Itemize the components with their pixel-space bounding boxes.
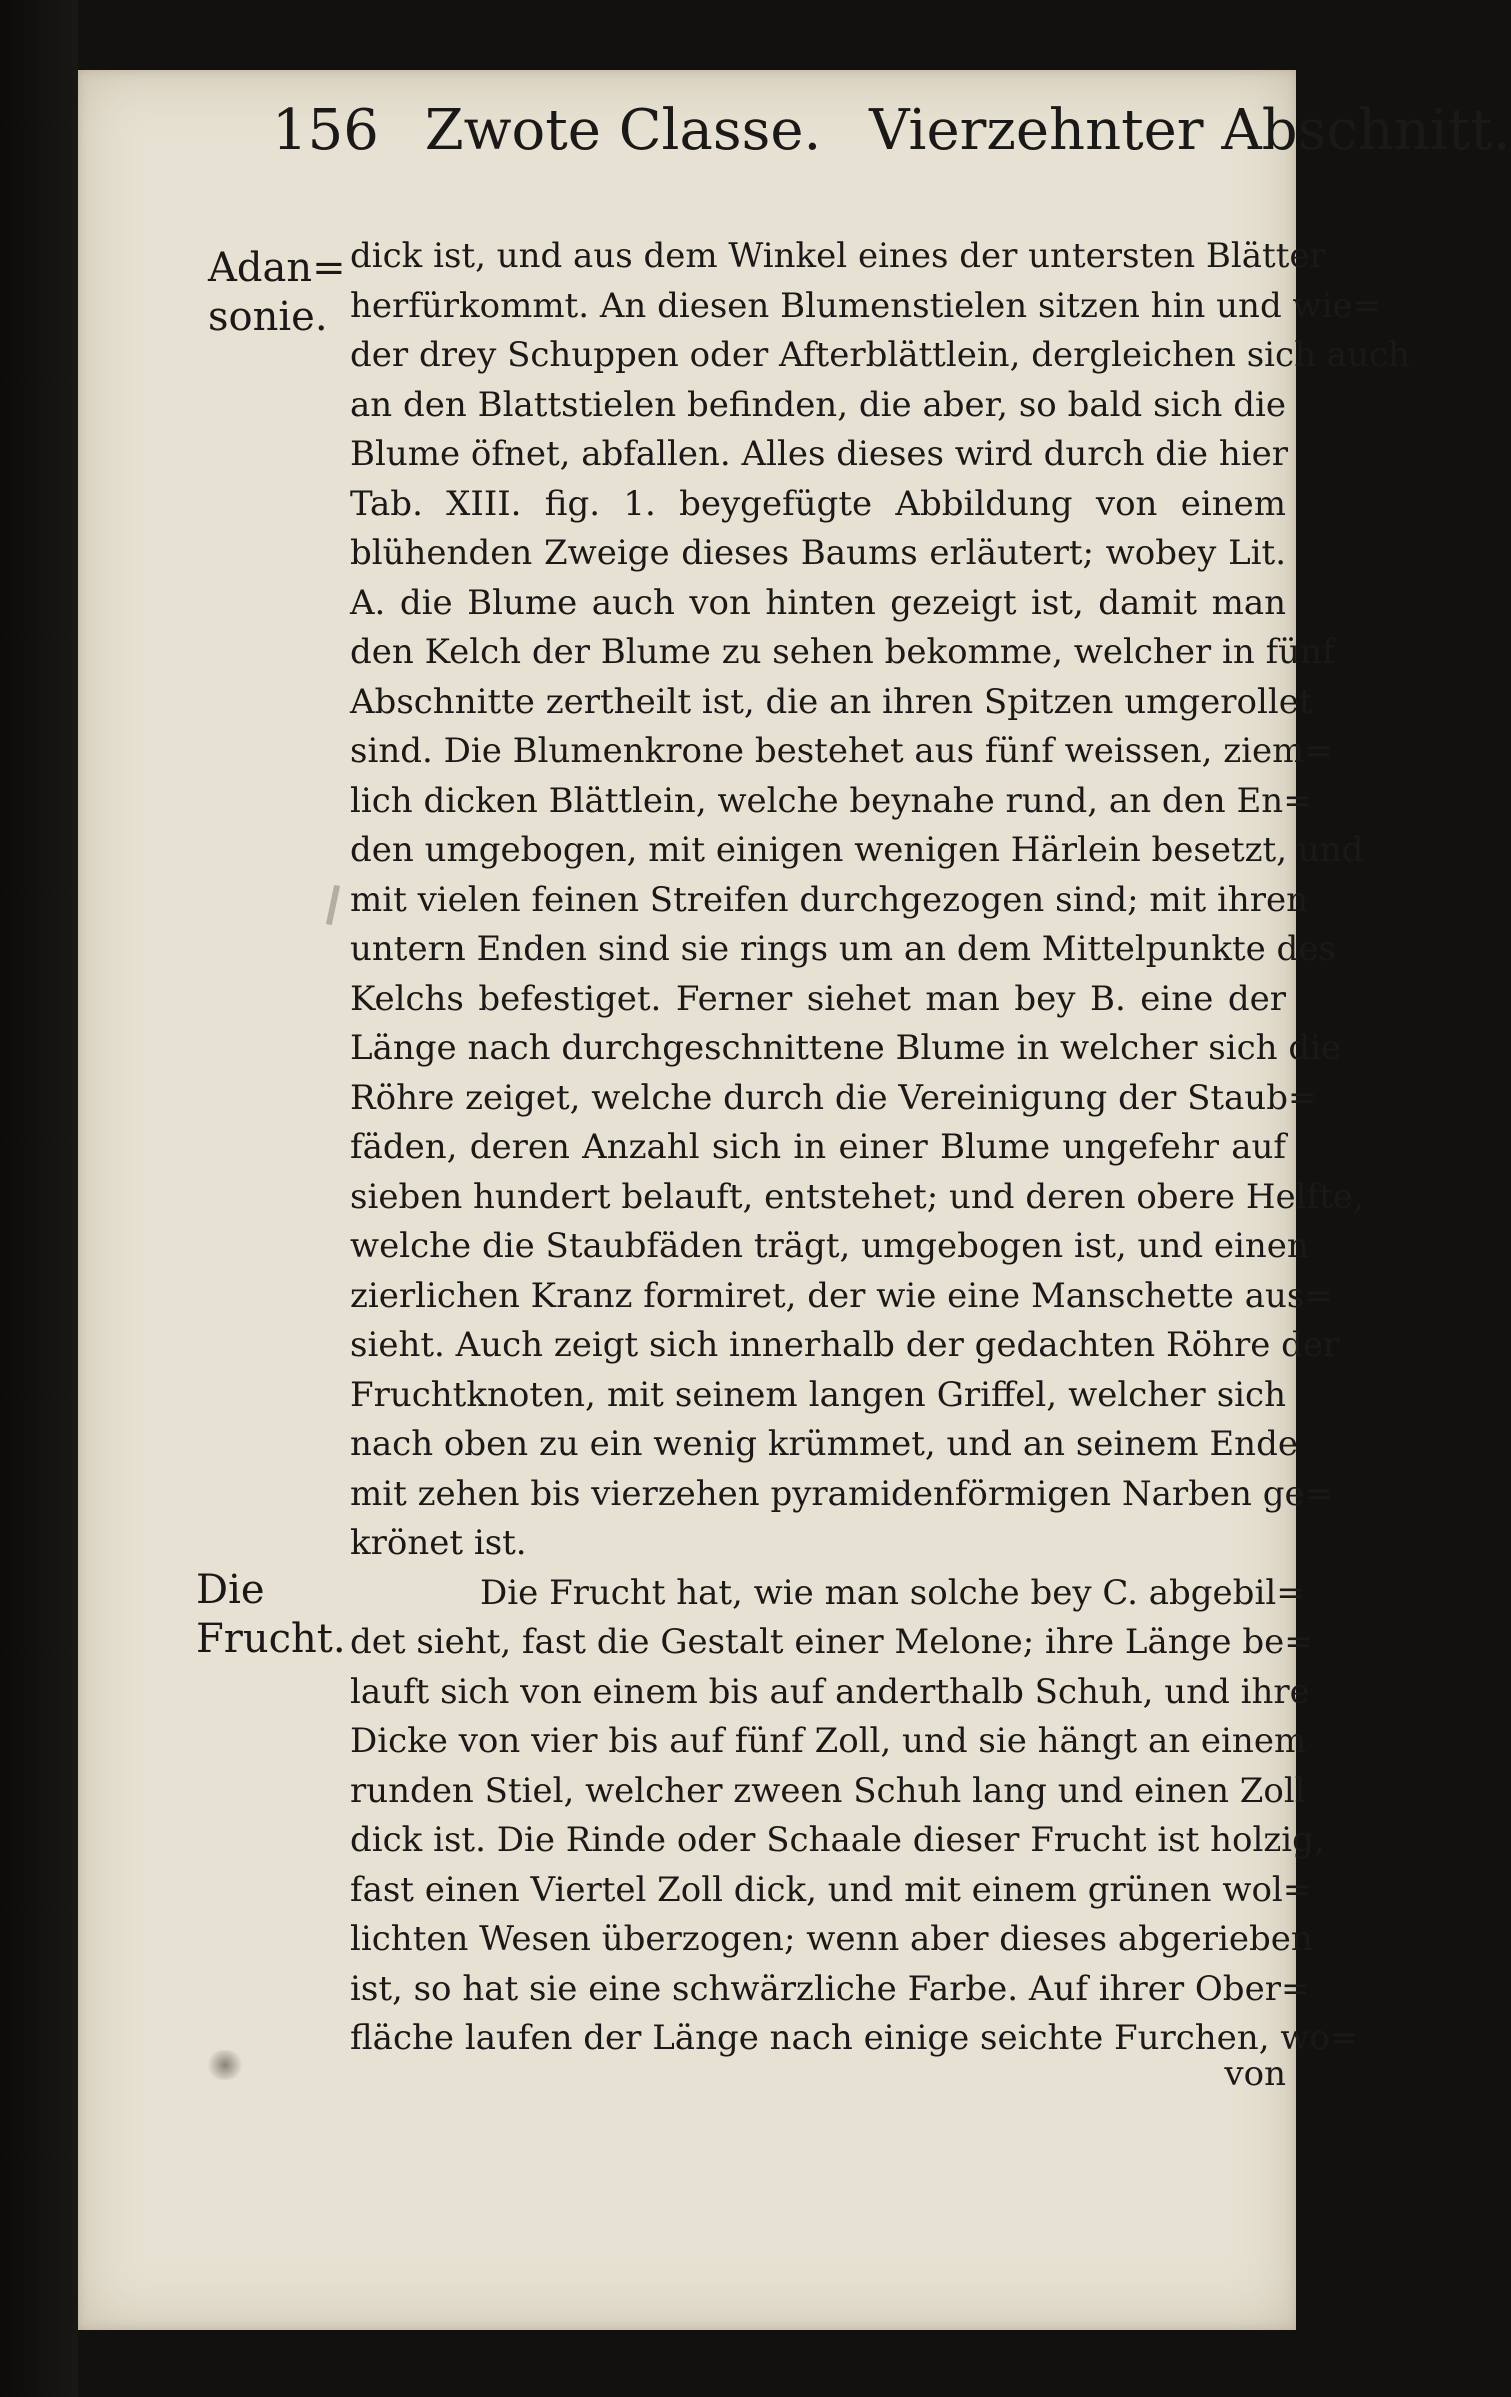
scan-border: [0, 0, 78, 2397]
text-line: fläche laufen der Länge nach einige seichte Furchen, wo=: [350, 2018, 1359, 2058]
text-line: Tab. XIII. fig. 1. beygefügte Abbildung von einem: [350, 483, 1286, 524]
body-text: [350, 232, 1410, 2064]
text-line: mit vielen feinen Streifen durchgezogen sind; mit ihren: [350, 879, 1308, 920]
text-line: den umgebogen, mit einigen wenigen Härlein besetzt, und: [350, 830, 1364, 870]
text-line: mit zehen bis vierzehen pyramidenförmigen Narben ge=: [350, 1473, 1334, 1514]
text-line: dick ist, und aus dem Winkel eines der untersten Blätter: [350, 236, 1326, 276]
catchword: von: [1224, 2054, 1286, 2094]
running-header: [272, 86, 1511, 176]
text-line: krönet ist.: [350, 1523, 527, 1563]
text-line: A. die Blume auch von hinten gezeigt ist, damit man: [350, 582, 1286, 623]
text-line: Die Frucht hat, wie man solche bey C. abgebil=: [480, 1572, 1305, 1613]
text-line: runden Stiel, welcher zween Schuh lang und einen Zoll: [350, 1770, 1306, 1811]
text-line: Blume öfnet, abfallen. Alles dieses wird durch die hier: [350, 434, 1288, 474]
text-line: lichten Wesen überzogen; wenn aber dieses abgerieben: [350, 1919, 1313, 1959]
header-part: Zwote Classe.: [424, 98, 822, 163]
text-line: lich dicken Blättlein, welche beynahe rund, an den En=: [350, 780, 1312, 821]
text-line: lauft sich von einem bis auf anderthalb Schuh, und ihre: [350, 1671, 1310, 1712]
text-line: sieht. Auch zeigt sich innerhalb der gedachten Röhre der: [350, 1325, 1340, 1365]
header-section: Vierzehnter Abschnitt.: [869, 98, 1511, 163]
text-line: der drey Schuppen oder Afterblättlein, dergleichen sich auch: [350, 335, 1410, 375]
text-line: Dicke von vier bis auf fünf Zoll, und sie hängt an einem: [350, 1721, 1307, 1761]
text-line: ist, so hat sie eine schwärzliche Farbe. Auf ihrer Ober=: [350, 1968, 1310, 2009]
text-line: dick ist. Die Rinde oder Schaale dieser Frucht ist holzig,: [350, 1820, 1325, 1860]
marginal-line: sonie.: [208, 294, 328, 340]
text-line: fast einen Viertel Zoll dick, und mit einem grünen wol=: [350, 1869, 1312, 1910]
text-line: Länge nach durchgeschnittene Blume in welcher sich die: [350, 1028, 1342, 1068]
page-number: 156: [272, 98, 379, 163]
text-line: Kelchs befestiget. Ferner siehet man bey B. eine der: [350, 978, 1286, 1019]
text-line: nach oben zu ein wenig krümmet, und an seinem Ende: [350, 1424, 1298, 1464]
text-line: sind. Die Blumenkrone bestehet aus fünf weissen, ziem=: [350, 731, 1333, 771]
marginal-line: Frucht.: [196, 1616, 346, 1662]
text-line: blühenden Zweige dieses Baums erläutert; wobey Lit.: [350, 533, 1286, 573]
text-line: fäden, deren Anzahl sich in einer Blume ungefehr auf: [350, 1127, 1286, 1167]
marginal-note-adansonie: [208, 244, 346, 342]
text-line: untern Enden sind sie rings um an dem Mittelpunkte des: [350, 929, 1336, 969]
text-line: an den Blattstielen befinden, die aber, so bald sich die: [350, 384, 1286, 425]
text-line: Röhre zeiget, welche durch die Vereinigung der Staub=: [350, 1077, 1317, 1118]
text-line: sieben hundert belauft, entstehet; und deren obere Helfte,: [350, 1176, 1364, 1217]
text-line: zierlichen Kranz formiret, der wie eine Manschette aus=: [350, 1275, 1333, 1316]
marginal-note-frucht: [196, 1566, 346, 1664]
marginal-line: Adan=: [208, 245, 346, 291]
ink-smudge: [205, 2050, 245, 2080]
text-line: Fruchtknoten, mit seinem langen Griffel, welcher sich: [350, 1374, 1286, 1415]
text-line: det sieht, fast die Gestalt einer Melone; ihre Länge be=: [350, 1622, 1313, 1662]
marginal-line: Die: [196, 1567, 265, 1613]
text-line: herfürkommt. An diesen Blumenstielen sitzen hin und wie=: [350, 285, 1382, 326]
text-line: welche die Staubfäden trägt, umgebogen ist, und einen: [350, 1226, 1309, 1266]
text-line: den Kelch der Blume zu sehen bekomme, welcher in fünf: [350, 632, 1335, 672]
text-line: Abschnitte zertheilt ist, die an ihren Spitzen umgerollet: [350, 681, 1313, 722]
